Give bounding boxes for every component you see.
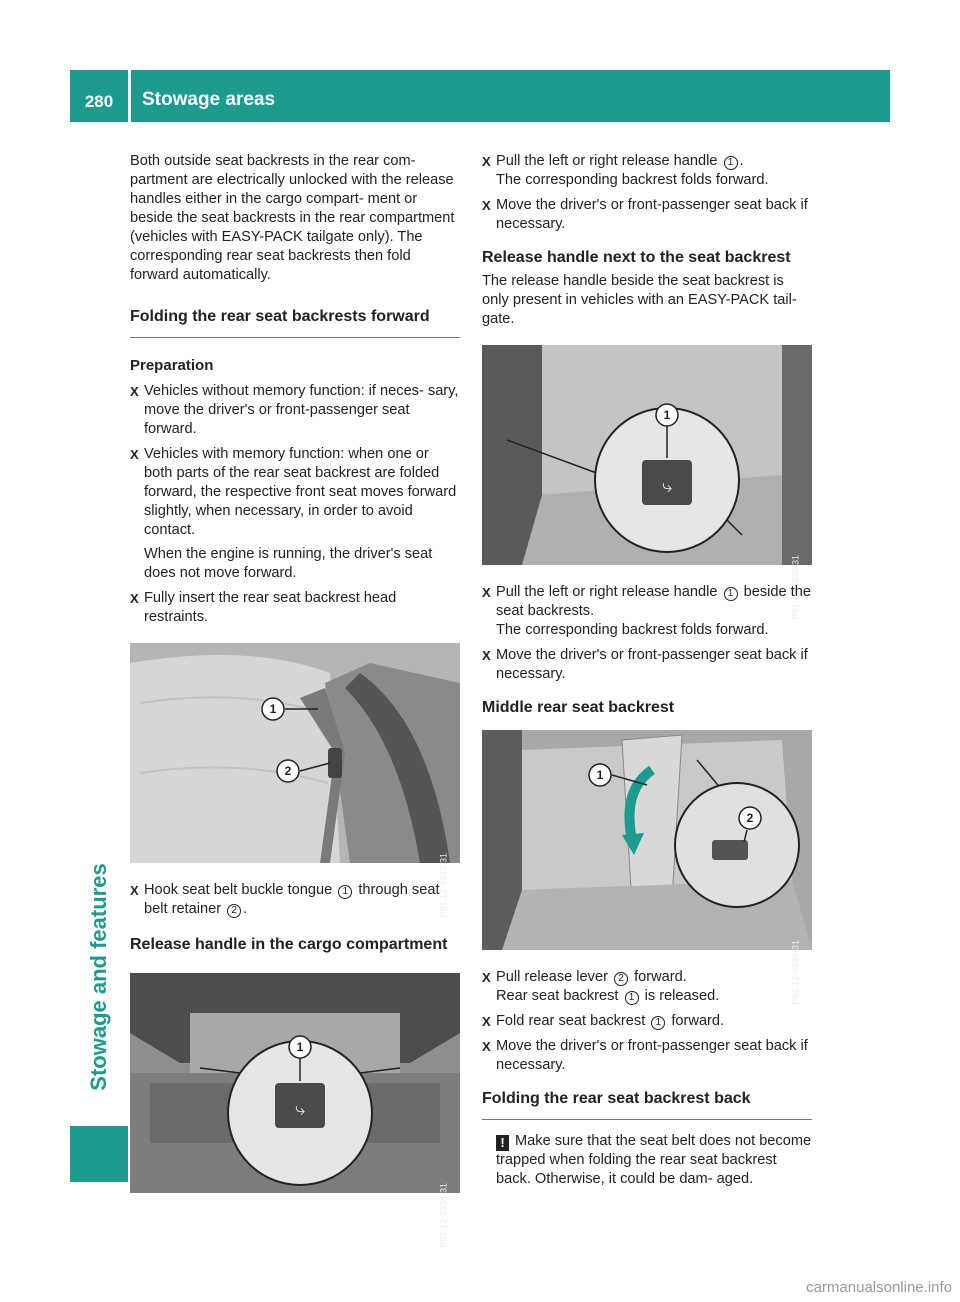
heading-folding-forward: Folding the rear seat backrests forward xyxy=(130,307,460,338)
step-text: . xyxy=(739,153,744,169)
step-item xyxy=(482,1012,812,1031)
warning-text: Make sure that the seat belt does not become trapped when folding the rear seat backrest back. Otherwise, it could be dam- aged. xyxy=(496,1133,812,1187)
step-arrow-icon: X xyxy=(482,970,491,985)
callout-ref: 1 xyxy=(724,156,738,170)
callout-label: 1 xyxy=(269,702,277,716)
step-item xyxy=(482,152,812,190)
step-text: through seat belt retainer xyxy=(144,882,440,917)
step-text: Fold rear seat backrest xyxy=(496,1013,646,1029)
step-arrow-icon: X xyxy=(130,591,139,606)
heading-cargo-release: Release handle in the cargo compartment xyxy=(130,936,448,953)
side-tab xyxy=(70,122,128,1182)
side-tab-label: Stowage and features xyxy=(86,863,111,1091)
step-item xyxy=(130,589,460,627)
step-text: Hook seat belt buckle tongue xyxy=(144,882,333,898)
step-item xyxy=(482,968,812,1006)
callout-label: 1 xyxy=(596,768,604,782)
callout-label: 2 xyxy=(284,764,292,778)
step-text: Fully insert the rear seat backrest head restraints. xyxy=(144,590,397,625)
callout-label: 2 xyxy=(746,811,754,825)
step-text: beside the seat backrests. xyxy=(496,584,811,619)
figure-code: P91.12-3933-31 xyxy=(439,853,449,918)
page-number: 280 xyxy=(84,92,114,111)
callout-ref: 2 xyxy=(614,972,628,986)
side-tab-block xyxy=(70,1126,128,1182)
callout-ref: 1 xyxy=(724,587,738,601)
callout-label: 1 xyxy=(296,1040,304,1054)
svg-text:⤷: ⤷ xyxy=(294,1099,306,1120)
figure-cargo-release-handle xyxy=(130,973,460,1248)
callout-ref: 2 xyxy=(227,904,241,918)
heading-middle-backrest: Middle rear seat backrest xyxy=(482,699,675,716)
next-intro: The release handle beside the seat backrest is only present in vehicles with an EASY-PACK tail- gate. xyxy=(482,273,797,327)
step-arrow-icon: X xyxy=(482,585,491,600)
figure-code: P91.12-3934-31 xyxy=(439,1183,449,1248)
step-text: forward. xyxy=(634,969,687,985)
column-left xyxy=(130,152,460,1248)
callout-ref: 1 xyxy=(338,885,352,899)
step-item xyxy=(482,1037,812,1075)
step-text: Move the driver's or front-passenger seat back if necessary. xyxy=(496,197,808,232)
step-item xyxy=(130,382,460,439)
header-divider xyxy=(128,70,131,122)
step-text: Move the driver's or front-passenger seat back if necessary. xyxy=(496,1038,808,1073)
section-title: Stowage areas xyxy=(142,89,276,110)
figure-code: P91.12-3935-31 xyxy=(791,555,801,620)
step-item xyxy=(482,646,812,684)
callout-ref: 1 xyxy=(651,1016,665,1030)
column-right xyxy=(482,152,812,1189)
step-text: . xyxy=(243,901,248,917)
callout-ref: 1 xyxy=(625,991,639,1005)
svg-text:⤷: ⤷ xyxy=(661,476,673,497)
step-text: Move the driver's or front-passenger seat back if necessary. xyxy=(496,647,808,682)
step-item xyxy=(482,583,812,640)
step-arrow-icon: X xyxy=(482,1014,491,1029)
warning-paragraph xyxy=(482,1132,812,1189)
step-arrow-icon: X xyxy=(482,154,491,169)
step-item xyxy=(130,445,460,583)
step-arrow-icon: X xyxy=(482,198,491,213)
intro-paragraph: Both outside seat backrests in the rear com- partment are electrically unlocked with the release handles either in the cargo compart- ment or beside the seat backrests in the rear compartment (vehicles with EASY-PACK tailgate only). The corresponding rear seat backrests then fold forward automatically. xyxy=(130,153,455,283)
step-arrow-icon: X xyxy=(130,883,139,898)
step-item xyxy=(482,196,812,234)
step-item xyxy=(130,881,460,919)
heading-preparation: Preparation xyxy=(130,357,214,374)
step-arrow-icon: X xyxy=(130,384,139,399)
figure-code: P91.12-3936-31 xyxy=(791,940,801,1005)
callout-label: 1 xyxy=(663,408,671,422)
step-result: The corresponding backrest folds forward. xyxy=(496,622,769,638)
step-arrow-icon: X xyxy=(482,1039,491,1054)
step-result: Rear seat backrest 1 is released. xyxy=(496,988,720,1004)
step-text: Pull the left or right release handle xyxy=(496,153,718,169)
heading-next-to-backrest: Release handle next to the seat backrest xyxy=(482,249,791,266)
page-header xyxy=(70,70,890,122)
step-text: forward. xyxy=(671,1013,725,1029)
step-text: Pull the left or right release handle xyxy=(496,584,718,600)
heading-folding-back: Folding the rear seat backrest back xyxy=(482,1089,812,1120)
step-arrow-icon: X xyxy=(130,447,139,462)
footer-watermark: carmanualsonline.info xyxy=(806,1279,952,1296)
warning-icon: ! xyxy=(496,1135,509,1151)
step-text: Vehicles without memory function: if neces- sary, move the driver's or front-passenger seat forward. xyxy=(144,383,459,437)
step-text: Vehicles with memory function: when one or both parts of the rear seat backrest are folded forward, the respective front seat moves forward slightly, when necessary, in order to avoid contact. xyxy=(144,446,457,538)
step-note: When the engine is running, the driver's seat does not move forward. xyxy=(144,546,433,581)
step-arrow-icon: X xyxy=(482,648,491,663)
step-result: The corresponding backrest folds forward. xyxy=(496,172,769,188)
step-text: Pull release lever xyxy=(496,969,608,985)
